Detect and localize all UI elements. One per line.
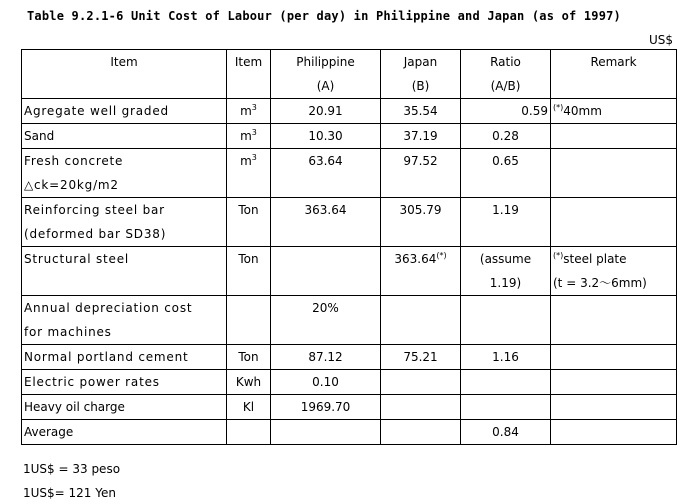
remark-cell — [551, 370, 677, 395]
philippine-cell — [271, 247, 381, 296]
table-row — [22, 395, 677, 420]
philippine-cell: 363.64 — [271, 198, 381, 247]
philippine-cell: 20% — [271, 296, 381, 345]
ratio-cell: 0.28 — [461, 124, 551, 149]
unit-cell: $m^3$ — [227, 99, 271, 124]
item-cell: Heavy oil charge — [22, 395, 227, 420]
ratio-cell — [461, 395, 551, 420]
ratio-cell: 1.16 — [461, 345, 551, 370]
philippine-cell: 0.10 — [271, 370, 381, 395]
japan-cell: 305.79 — [381, 198, 461, 247]
philippine-cell — [271, 420, 381, 445]
japan-cell: 37.19 — [381, 124, 461, 149]
table-row — [22, 345, 677, 370]
currency-unit: US$ — [648, 33, 673, 47]
ratio-cell: 0.65 — [461, 149, 551, 198]
item-cell: Electric power rates — [22, 370, 227, 395]
header-item: Item — [22, 50, 227, 99]
remark-cell — [551, 124, 677, 149]
header-remark: Remark — [551, 50, 677, 99]
table-row — [22, 420, 677, 445]
japan-cell — [381, 420, 461, 445]
table-row — [22, 99, 677, 124]
unit-cell — [227, 296, 271, 345]
remark-cell: (*)40mm — [551, 99, 677, 124]
japan-cell — [381, 370, 461, 395]
item-cell: Structural steel — [22, 247, 227, 296]
header-row — [22, 50, 677, 99]
japan-cell: 97.52 — [381, 149, 461, 198]
remark-cell — [551, 420, 677, 445]
unit-cell: Ton — [227, 198, 271, 247]
remark-cell: (*)steel plate (t = 3.2～6mm) — [551, 247, 677, 296]
header-unit: Item — [227, 50, 271, 99]
remark-cell — [551, 345, 677, 370]
remark-cell — [551, 198, 677, 247]
unit-cell: Ton — [227, 247, 271, 296]
table-row — [22, 296, 677, 345]
japan-cell: 75.21 — [381, 345, 461, 370]
unit-cell: $m^3$ — [227, 124, 271, 149]
remark-cell — [551, 296, 677, 345]
philippine-cell: 1969.70 — [271, 395, 381, 420]
table-title: Table 9.2.1-6 Unit Cost of Labour (per day) in Philippine and Japan (as of 1997) — [27, 9, 621, 23]
japan-cell: 35.54 — [381, 99, 461, 124]
table-row — [22, 124, 677, 149]
japan-cell — [381, 395, 461, 420]
header-philippine: Philippine (A) — [271, 50, 381, 99]
ratio-cell — [461, 370, 551, 395]
footnote-yen: 1US$= 121 Yen — [23, 486, 116, 500]
philippine-cell: 63.64 — [271, 149, 381, 198]
unit-cell — [227, 420, 271, 445]
unit-cell: Ton — [227, 345, 271, 370]
header-japan: Japan (B) — [381, 50, 461, 99]
item-cell: Reinforcing steel bar (deformed bar SD38) — [22, 198, 227, 247]
unit-cell: Kwh — [227, 370, 271, 395]
header-ratio: Ratio (A/B) — [461, 50, 551, 99]
item-cell: Fresh concrete △ck=20kg/m2 — [22, 149, 227, 198]
item-cell: Average — [22, 420, 227, 445]
japan-cell: 363.64(*) — [381, 247, 461, 296]
unit-cell: Kl — [227, 395, 271, 420]
item-cell: Agregate well graded — [22, 99, 227, 124]
item-cell: Normal portland cement — [22, 345, 227, 370]
cost-table — [21, 49, 677, 445]
table-row — [22, 370, 677, 395]
philippine-cell: 87.12 — [271, 345, 381, 370]
table-row — [22, 198, 677, 247]
philippine-cell: 20.91 — [271, 99, 381, 124]
ratio-cell: (assume 1.19) — [461, 247, 551, 296]
footnote-peso: 1US$ = 33 peso — [23, 462, 121, 476]
table-row — [22, 149, 677, 198]
item-cell: Sand — [22, 124, 227, 149]
remark-cell — [551, 149, 677, 198]
remark-cell — [551, 395, 677, 420]
philippine-cell: 10.30 — [271, 124, 381, 149]
ratio-cell: 1.19 — [461, 198, 551, 247]
unit-cell: $m^3$ — [227, 149, 271, 198]
japan-cell — [381, 296, 461, 345]
item-cell: Annual depreciation cost for machines — [22, 296, 227, 345]
ratio-cell — [461, 296, 551, 345]
table-row — [22, 247, 677, 296]
ratio-cell: 0.59 — [461, 99, 551, 124]
ratio-cell: 0.84 — [461, 420, 551, 445]
